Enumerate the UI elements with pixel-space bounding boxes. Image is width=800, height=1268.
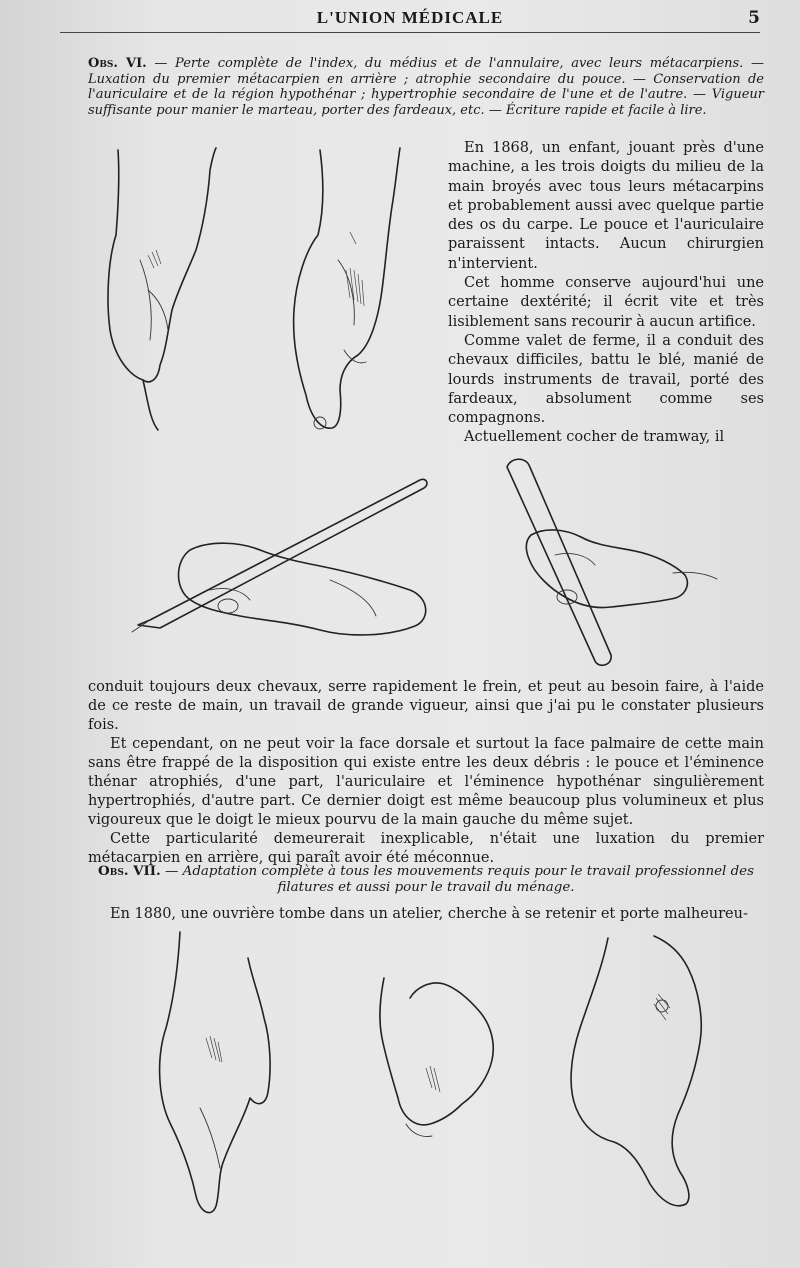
obs-vi-heading	[88, 56, 764, 118]
hand-rod-outline	[526, 530, 687, 608]
hand-left-scar	[148, 250, 161, 268]
column-paragraph-4: Actuellement cocher de tramway, il	[464, 429, 725, 446]
body-paragraph-3: Cette particularité demeurerait inexplicable, n'était une luxation du premier métacarpien en arrière, qui paraît avoir été méconnue.	[88, 831, 764, 866]
obs-vii-summary: — Adaptation complète à tous les mouvements requis pour le travail professionnel des filatures et aussi pour le travail du ménage.	[165, 864, 754, 895]
obs-vi-continued-text	[88, 678, 764, 868]
page-header	[60, 6, 760, 33]
body-paragraph-2: Et cependant, on ne peut voir la face dorsale et surtout la face palmaire de cette main sans être frappé de la disposition qui existe entre les deux débris : le pouce et l'éminence thénar atrophiés, d'une part, l'auriculaire et l'éminence hypothénar singulièrement hypertrophiés, d'autre part. Ce dernier doigt est même beaucoup plus volumineux et plus vigoureux que le doigt le mieux pourvu de la main gauche du même sujet.	[88, 736, 764, 828]
column-paragraph-3: Comme valet de ferme, il a conduit des chevaux difficiles, battu le blé, manié de lourds instruments de travail, porté des fardeaux, absolument comme ses compagnons.	[448, 332, 764, 427]
obs-vii-paragraph-start: En 1880, une ouvrière tombe dans un atelier, cherche à se retenir et porte malheureu-	[110, 906, 748, 922]
bottom-hand-1-scar	[206, 1036, 222, 1062]
obs-vi-label: Obs. VI.	[88, 56, 147, 71]
obs-vi-column-text	[448, 139, 764, 448]
rod-outline	[507, 459, 611, 665]
figure-hand-holding-pen	[130, 470, 440, 645]
column-paragraph-1: En 1868, un enfant, jouant près d'une machine, a les trois doigts du milieu de la main broyés avec tous leurs métacarpins et probablement aussi avec quelque partie des os du carpe. Le pouce et l'auriculaire paraissent intacts. Aucun chirurgien n'intervient.	[448, 140, 764, 272]
column-paragraph-2: Cet homme conserve aujourd'hui une certaine dextérité; il écrit vite et très lisiblement sans recourir à aucun artifice.	[448, 275, 764, 330]
bottom-hand-1-outline	[160, 932, 270, 1213]
figure-hands-dorsal-palmar	[88, 140, 428, 440]
hand-right-scar	[346, 232, 364, 306]
journal-title: L'UNION MÉDICALE	[316, 8, 504, 27]
bottom-hand-2-outline	[380, 978, 493, 1125]
figure-hand-gripping-rod	[495, 455, 725, 670]
obs-vii-label: Obs. VII.	[98, 863, 161, 879]
bottom-hand-3-outline	[571, 936, 701, 1206]
body-paragraph-1: conduit toujours deux chevaux, serre rapidement le frein, et peut au besoin faire, à l'aide de ce reste de main, un travail de grande vigueur, ainsi que j'ai pu le constater plusieurs fois.	[88, 679, 764, 733]
obs-vii-first-line	[88, 905, 764, 924]
page-number: 5	[748, 8, 760, 28]
hand-right-outline	[294, 148, 400, 428]
figure-three-hands-bottom	[140, 928, 750, 1228]
bottom-hand-2-scar	[426, 1066, 440, 1092]
hand-left-outline	[108, 148, 216, 382]
obs-vii-heading	[88, 863, 764, 896]
obs-vi-summary: — Perte complète de l'index, du médius et de l'annulaire, avec leurs métacarpiens. — Luxation du premier métacarpien en arrière ; atrophie secondaire du pouce. — Conservation de l'auriculaire et de la région hypothénar ; hypertrophie secondaire de l'une et de l'autre. — Vigueur suffisante pour manier le marteau, porter des fardeaux, etc. — Écriture rapide et facile à lire.	[88, 56, 764, 118]
pen-body	[138, 479, 427, 628]
